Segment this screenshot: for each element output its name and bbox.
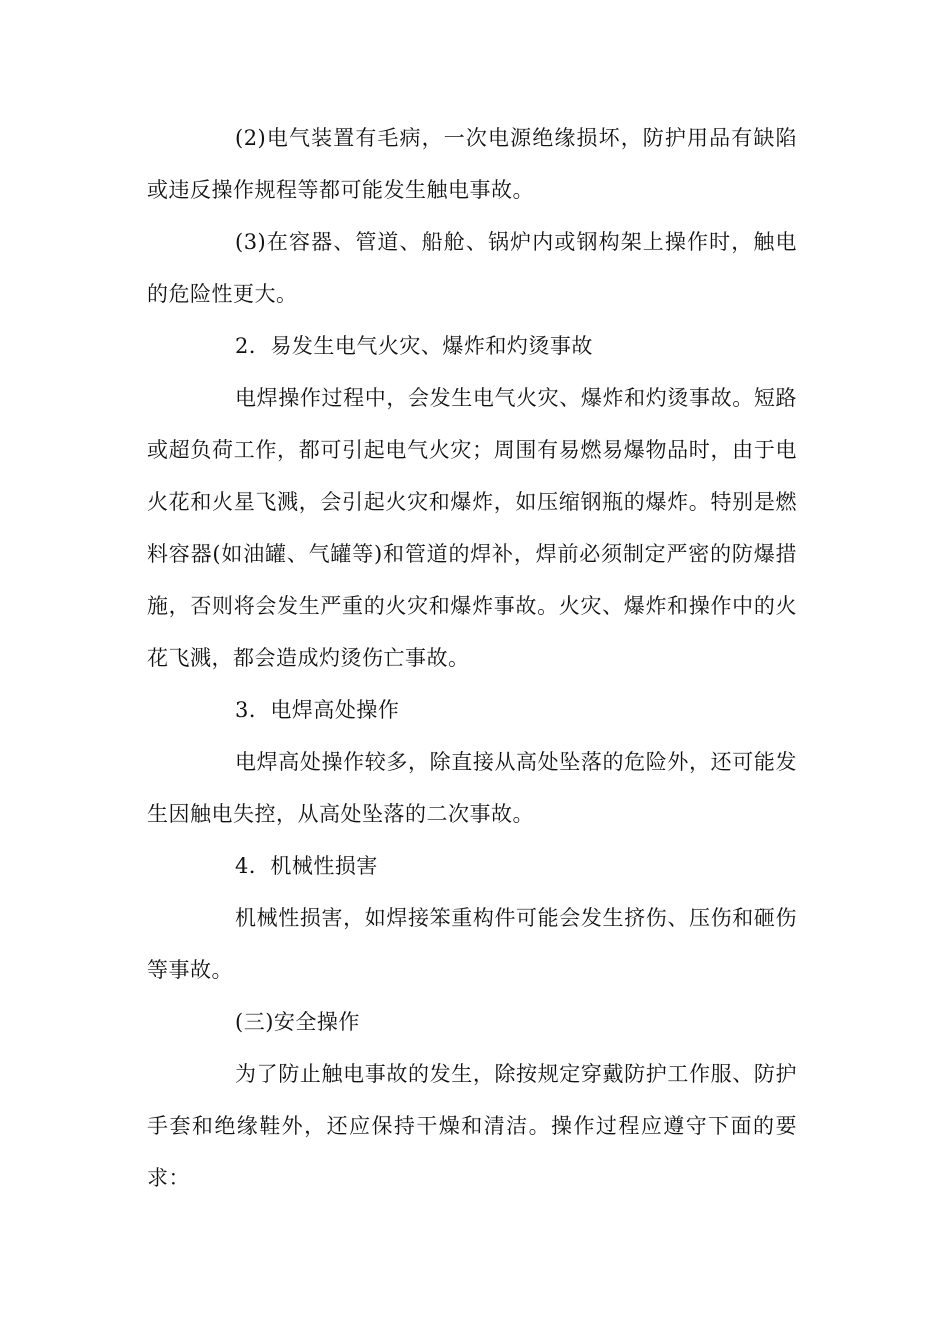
section-heading-fire-explosion: 2．易发生电气火灾、爆炸和灼烫事故: [235, 334, 593, 358]
paragraph-high-altitude: 电焊高处操作较多，除直接从高处坠落的危险外，还可能发生因触电失控，从高处坠落的二次事故。: [147, 750, 797, 826]
section-heading-high-altitude: 3．电焊高处操作: [235, 698, 400, 722]
paragraph-mechanical-injury: 机械性损害，如焊接笨重构件可能会发生挤伤、压伤和砸伤等事故。: [147, 906, 797, 982]
document-body: [147, 112, 797, 1204]
section-heading-mechanical-injury: 4．机械性损害: [235, 854, 378, 878]
paragraph-safe-operation: 为了防止触电事故的发生，除按规定穿戴防护工作服、防护手套和绝缘鞋外，还应保持干燥和清洁。操作过程应遵守下面的要求：: [147, 1062, 797, 1190]
section-heading-safe-operation: (三)安全操作: [235, 1010, 360, 1034]
paragraph-electric-device-fault: (2)电气装置有毛病，一次电源绝缘损坏，防护用品有缺陷或违反操作规程等都可能发生触电事故。: [147, 126, 797, 202]
paragraph-confined-space-risk: (3)在容器、管道、船舱、锅炉内或钢构架上操作时，触电的危险性更大。: [147, 230, 797, 306]
paragraph-fire-explosion: 电焊操作过程中，会发生电气火灾、爆炸和灼烫事故。短路或超负荷工作，都可引起电气火灾；周围有易燃易爆物品时，由于电火花和火星飞溅，会引起火灾和爆炸，如压缩钢瓶的爆炸。特别是燃料容器(如油罐、气罐等)和管道的焊补，焊前必须制定严密的防爆措施，否则将会发生严重的火灾和爆炸事故。火灾、爆炸和操作中的火花飞溅，都会造成灼烫伤亡事故。: [147, 386, 797, 670]
